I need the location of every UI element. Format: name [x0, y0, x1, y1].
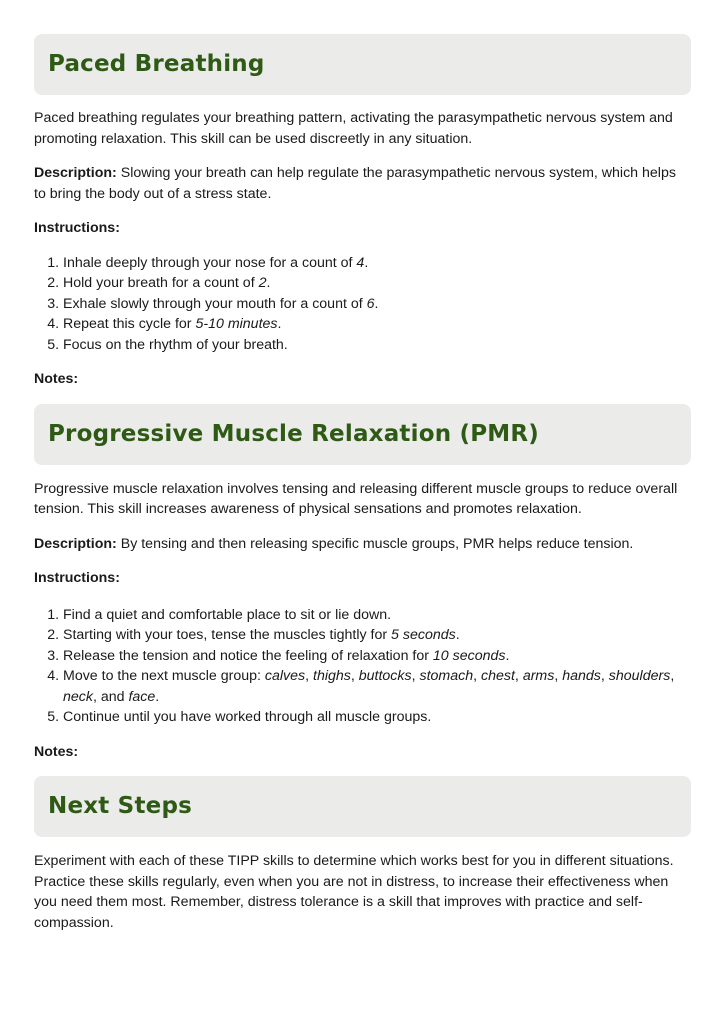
- section-next-steps: [34, 776, 691, 933]
- document-page: [34, 34, 691, 933]
- section-title: Next Steps: [48, 793, 192, 820]
- section-description: [34, 534, 691, 555]
- instructions-label: Instructions:: [34, 220, 120, 236]
- notes-label: Notes:: [34, 371, 79, 387]
- list-item: 5. Continue until you have worked through all muscle groups.: [63, 707, 691, 728]
- description-text: By tensing and then releasing specific muscle groups, PMR helps reduce tension.: [120, 535, 634, 552]
- description-label: Description:: [34, 165, 117, 181]
- section-description: [34, 163, 691, 204]
- section-header: [34, 404, 691, 465]
- list-item: 5. Focus on the rhythm of your breath.: [63, 335, 691, 356]
- list-item: 3. Release the tension and notice the feeling of relaxation for 10 seconds.: [63, 646, 691, 667]
- section-intro: Progressive muscle relaxation involves tensing and releasing different muscle groups to reduce overall tension. This skill increases awareness of physical sensations and promotes relaxation.: [34, 480, 678, 517]
- section-header: [34, 776, 691, 837]
- list-item: 3. Exhale slowly through your mouth for a count of 6.: [63, 294, 691, 315]
- list-item: 4. Move to the next muscle group: calves, thighs, buttocks, stomach, chest, arms, hands, shoulders, neck, and face.: [63, 666, 691, 707]
- section-intro: Paced breathing regulates your breathing pattern, activating the parasympathetic nervous system and promoting relaxation. This skill can be used discreetly in any situation.: [34, 110, 673, 147]
- section-title: Paced Breathing: [48, 51, 265, 78]
- section-intro: Experiment with each of these TIPP skills to determine which works best for you in different situations. Practice these skills regularly, even when you are not in distress, to increase their effectiveness when you need them most. Remember, distress tolerance is a skill that improves with practice and self-compassion.: [34, 853, 674, 931]
- description-label: Description:: [34, 535, 117, 552]
- instructions-label: Instructions:: [34, 570, 120, 586]
- section-header: [34, 34, 691, 95]
- section-paced-breathing: [34, 34, 691, 390]
- list-item: 2. Hold your breath for a count of 2.: [63, 273, 691, 294]
- notes-label: Notes:: [34, 743, 79, 760]
- list-item: 2. Starting with your toes, tense the muscles tightly for 5 seconds.: [63, 625, 691, 646]
- list-item: 1. Find a quiet and comfortable place to sit or lie down.: [63, 605, 691, 626]
- section-title: Progressive Muscle Relaxation (PMR): [48, 420, 539, 447]
- section-pmr: [34, 404, 691, 763]
- description-text: Slowing your breath can help regulate the parasympathetic nervous system, which helps to bring the body out of a stress state.: [34, 165, 676, 202]
- list-item: 1. Inhale deeply through your nose for a count of 4.: [63, 253, 691, 274]
- list-item: 4. Repeat this cycle for 5-10 minutes.: [63, 314, 691, 335]
- instructions-list: [34, 253, 691, 356]
- instructions-list: [34, 605, 691, 728]
